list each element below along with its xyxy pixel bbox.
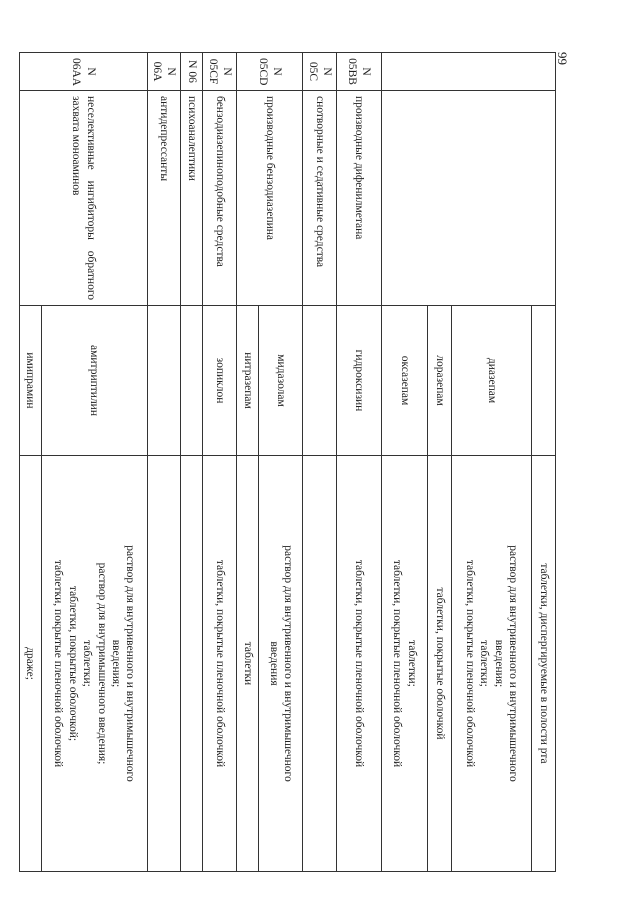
dosage-form-cell: таблетки, покрытые пленочной оболочкой xyxy=(203,456,237,872)
table-row xyxy=(203,53,237,872)
code-line: N xyxy=(360,67,373,76)
code-line: 06AA xyxy=(70,58,83,87)
dosage-form-line: раствор для внутривенного и внутримышечного xyxy=(124,545,137,782)
code-cell xyxy=(337,53,382,91)
code-cell xyxy=(237,53,303,91)
dosage-form-line: раствор для внутривенного и внутримышечного xyxy=(282,545,295,782)
dosage-form-line: раствор для внутривенного и внутримышечного xyxy=(507,545,520,782)
dosage-form-cell xyxy=(303,456,337,872)
code-cell xyxy=(19,53,147,91)
dosage-form-line: таблетки; xyxy=(478,640,491,687)
dosage-form-cell: таблетки, покрытые пленочной оболочкой xyxy=(337,456,382,872)
dosage-form-cell xyxy=(41,456,147,872)
drug-cell: мидазолам xyxy=(259,306,303,456)
table-row xyxy=(303,53,337,872)
code-cell: N 05C xyxy=(303,53,337,91)
medicine-table xyxy=(19,52,556,872)
dosage-form-cell: таблетки, диспергируемые в полости рта xyxy=(532,456,556,872)
drug-cell: оксазепам xyxy=(382,306,428,456)
dosage-form-cell xyxy=(382,456,428,872)
dosage-form-line: введения; xyxy=(110,639,122,688)
table-row xyxy=(259,53,303,872)
code-cell: N 05CF xyxy=(203,53,237,91)
drug-cell xyxy=(303,306,337,456)
code-line: 05CD xyxy=(256,58,269,86)
dosage-form-line: таблетки; xyxy=(405,640,418,687)
group-name-cell: снотворные и седативные средства xyxy=(303,91,337,306)
dosage-form-line: таблетки, покрытые пленочной оболочкой xyxy=(52,559,65,768)
dosage-form-cell xyxy=(181,456,203,872)
drug-cell: нитразепам xyxy=(237,306,259,456)
drug-cell: амитриптилин xyxy=(41,306,147,456)
page-number: 99 xyxy=(555,52,570,65)
drug-cell: диазепам xyxy=(452,306,532,456)
code-line: 05BB xyxy=(346,58,358,85)
group-name-cell: бензодиазепиноподобные средства xyxy=(203,91,237,306)
table-row xyxy=(181,53,203,872)
medicine-table-page xyxy=(24,52,556,872)
dosage-form-line: введения; xyxy=(492,639,505,688)
dosage-form-line: таблетки, покрытые пленочной оболочкой xyxy=(464,559,477,768)
code-cell: N 06 xyxy=(181,53,203,91)
table-row xyxy=(147,53,181,872)
dosage-form-line: раствор для внутримышечного введения; xyxy=(95,562,108,765)
dosage-form-cell xyxy=(259,456,303,872)
drug-cell xyxy=(147,306,181,456)
dosage-form-line: введения xyxy=(267,641,280,686)
table-row xyxy=(337,53,382,872)
dosage-form-line: таблетки, покрытые пленочной оболочкой xyxy=(391,559,404,768)
code-line: N xyxy=(84,67,97,76)
dosage-form-cell xyxy=(452,456,532,872)
group-name-cell xyxy=(382,91,556,306)
dosage-form-cell xyxy=(147,456,181,872)
group-name-cell: производные дифенилметана xyxy=(337,91,382,306)
dosage-form-cell: таблетки, покрытые оболочкой xyxy=(428,456,452,872)
table-row xyxy=(532,53,556,872)
dosage-form-line: таблетки, покрытые оболочкой; xyxy=(66,585,79,742)
group-name-cell: неселективные ингибиторы обратного захвата моноаминов xyxy=(19,91,147,306)
drug-cell: имипрамин xyxy=(19,306,41,456)
group-name-cell: производные бензодиазепина xyxy=(237,91,303,306)
code-cell xyxy=(382,53,556,91)
drug-cell: зопиклон xyxy=(203,306,237,456)
drug-cell: лоразепам xyxy=(428,306,452,456)
code-line: N xyxy=(271,67,284,76)
drug-cell: гидроксизин xyxy=(337,306,382,456)
dosage-form-line: таблетки; xyxy=(81,640,94,687)
group-name-cell: антидепрессанты xyxy=(147,91,181,306)
dosage-form-cell: драже; xyxy=(19,456,41,872)
drug-cell xyxy=(181,306,203,456)
drug-cell xyxy=(532,306,556,456)
dosage-form-cell: таблетки xyxy=(237,456,259,872)
group-name-cell: психоаналептики xyxy=(181,91,203,306)
table-row xyxy=(41,53,147,872)
code-cell: N 06A xyxy=(147,53,181,91)
